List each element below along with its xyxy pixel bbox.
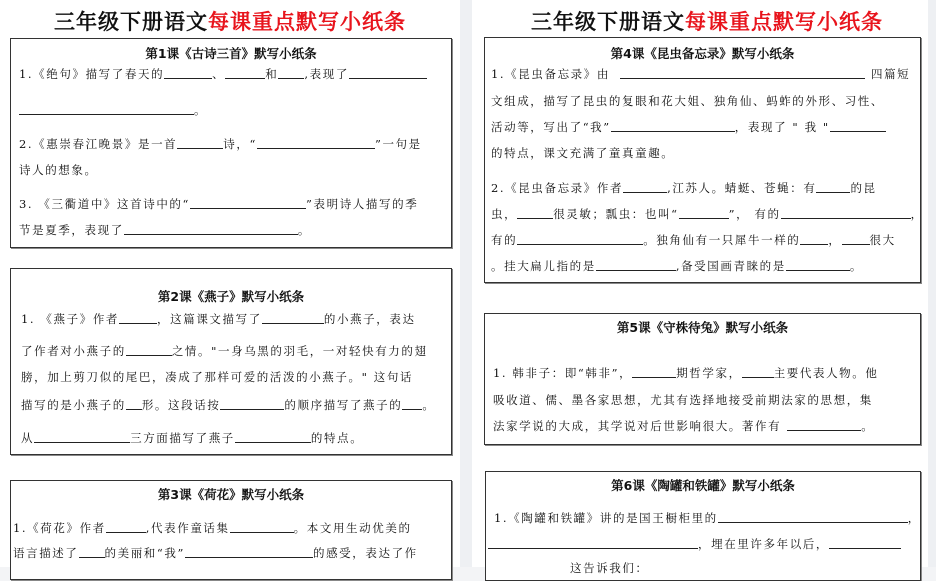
fill-blank[interactable] [349, 66, 427, 79]
text-line [21, 430, 363, 446]
fill-blank[interactable] [124, 222, 298, 235]
text: 2.《昆虫备忘录》作者 [491, 181, 624, 195]
fill-blank[interactable] [164, 66, 212, 79]
text-line [491, 119, 886, 135]
fill-blank[interactable] [842, 232, 870, 245]
text: 法家学说的大成，其学说对后世影响很大。著作有 [493, 419, 782, 433]
lesson-title: 第6课《陶罐和铁罐》默写小纸条 [611, 478, 795, 493]
text: ，埋在里许多年以后， [698, 537, 829, 551]
fill-blank[interactable] [106, 520, 146, 533]
text: ,表现了 [304, 67, 349, 81]
text: 1.《昆虫备忘录》由 [491, 67, 610, 81]
text-line [493, 418, 874, 434]
text-line [491, 93, 884, 109]
text: 文组成，描写了昆虫的复眼和花大姐、独角仙、蚂蚱的外形、习性、 [491, 94, 884, 108]
text: ”一句是 [374, 137, 422, 151]
text: 和 [265, 67, 279, 81]
text-line [19, 102, 207, 118]
lesson-card-2 [10, 268, 452, 455]
lesson-title: 第5课《守株待兔》默写小纸条 [616, 320, 789, 335]
text: 有的 [491, 233, 518, 247]
text: ”， 有的 [728, 207, 781, 221]
text: 。 [861, 419, 875, 433]
fill-blank[interactable] [596, 258, 676, 271]
text: ”表明诗人描写的季 [306, 197, 419, 211]
text: 。本文用生动优美的 [293, 521, 412, 535]
text: 2.《惠崇春江晚景》是一首 [19, 137, 178, 151]
fill-blank[interactable] [800, 232, 828, 245]
text-line [19, 162, 98, 178]
text-line [491, 206, 924, 222]
fill-blank[interactable] [257, 136, 375, 149]
fill-blank[interactable] [620, 66, 865, 79]
text: 的小燕子，表达 [323, 312, 416, 326]
page-right [472, 0, 928, 575]
text: 1. 韩非子：即“韩非”， [493, 366, 633, 380]
text: 虫， [491, 207, 518, 221]
text: 的特点，课文充满了童真童趣。 [491, 146, 675, 160]
text: 1. 《燕子》作者 [21, 312, 120, 326]
text: 四篇短 [870, 67, 911, 81]
lesson-card-3 [10, 480, 452, 580]
document-title [486, 8, 928, 36]
fill-blank[interactable] [488, 536, 698, 549]
text-line [494, 510, 921, 526]
fill-blank[interactable] [742, 365, 774, 378]
fill-blank[interactable] [781, 206, 911, 219]
text-line [13, 545, 418, 561]
text: 这告诉我们： [570, 561, 649, 575]
fill-blank[interactable] [623, 180, 667, 193]
scrollbar-track[interactable] [928, 0, 936, 567]
fill-blank[interactable] [718, 510, 908, 523]
text: 的顺序描写了燕子的 [284, 398, 403, 412]
text: 。 [422, 398, 436, 412]
text: ,江苏人。蜻蜓、苍蝇：有 [667, 181, 817, 195]
text: ,代表作童话集 [145, 521, 230, 535]
text: 很灵敏；瓢虫：也叫“ [553, 207, 679, 221]
text: 膀，加上剪刀似的尾巴，凑成了那样可爱的活泼的小燕子。" 这句话 [21, 370, 414, 384]
text: 、 [212, 67, 226, 81]
text: ,备受国画青睐的是 [675, 259, 786, 273]
title-black-part: 三年级下册语文 [54, 9, 208, 34]
lesson-card-1 [10, 38, 452, 248]
fill-blank[interactable] [34, 430, 130, 443]
lesson-title: 第4课《昆虫备忘录》默写小纸条 [610, 46, 795, 61]
title-red-part: 每课重点默写小纸条 [208, 9, 406, 34]
text: 。 [194, 103, 208, 117]
fill-blank[interactable] [79, 545, 105, 558]
title-red-part: 每课重点默写小纸条 [685, 9, 883, 34]
page-gutter [460, 0, 472, 567]
fill-blank[interactable] [816, 180, 850, 193]
fill-blank[interactable] [830, 119, 886, 132]
text: 语言描述了 [13, 546, 79, 560]
text: 活动等，写出了“我” [491, 120, 611, 134]
lesson-title: 第2课《燕子》默写小纸条 [157, 289, 305, 304]
text-line [19, 222, 311, 238]
fill-blank[interactable] [278, 66, 304, 79]
text-line [570, 560, 649, 576]
title-black-part: 三年级下册语文 [531, 9, 685, 34]
lesson-card-4 [484, 37, 924, 283]
text: ，表现了 " 我 " [734, 120, 830, 134]
fill-blank[interactable] [119, 311, 157, 324]
text: 。 [297, 223, 311, 237]
fill-blank[interactable] [230, 520, 294, 533]
text: ， [910, 207, 924, 221]
lesson-title: 第3课《荷花》默写小纸条 [157, 487, 305, 502]
text-line [488, 536, 901, 552]
fill-blank[interactable] [632, 365, 676, 378]
fill-blank[interactable] [190, 196, 306, 209]
text: 主要代表人物。他 [773, 366, 879, 380]
text: 的美丽和“我” [104, 546, 185, 560]
fill-blank[interactable] [517, 232, 643, 245]
text-line [491, 66, 910, 82]
text: ，这篇课文描写了 [157, 312, 262, 326]
text-line [491, 232, 896, 248]
fill-blank[interactable] [402, 397, 422, 410]
text: 期哲学家， [676, 366, 742, 380]
text: 节是夏季，表现了 [19, 223, 124, 237]
fill-blank[interactable] [185, 545, 313, 558]
fill-blank[interactable] [126, 343, 172, 356]
text: 诗人的想象。 [19, 163, 98, 177]
text: 的感受，表达了作 [312, 546, 418, 560]
lesson-card-6 [485, 471, 921, 581]
text-line [21, 311, 416, 327]
fill-blank[interactable] [829, 536, 901, 549]
text: 吸收道、儒、墨各家思想，尤其有选择地接受前期法家的思想，集 [493, 393, 873, 407]
fill-blank[interactable] [787, 418, 861, 431]
text-line [19, 196, 418, 212]
fill-blank[interactable] [262, 311, 324, 324]
fill-blank[interactable] [19, 102, 194, 115]
page-left [0, 0, 460, 567]
text: 3. 《三衢道中》这首诗中的“ [19, 197, 191, 211]
text: 1.《陶罐和铁罐》讲的是国王橱柜里的 [494, 511, 718, 525]
fill-blank[interactable] [235, 430, 311, 443]
fill-blank[interactable] [177, 136, 223, 149]
text-line [21, 343, 428, 359]
text: 形。这段话按 [141, 398, 221, 412]
document-title [0, 8, 460, 36]
fill-blank[interactable] [126, 397, 142, 410]
text: 很大 [869, 233, 896, 247]
text: 了作者对小燕子的 [21, 344, 126, 358]
text-line [493, 392, 873, 408]
text: 三方面描写了燕子 [130, 431, 235, 445]
text-line [491, 180, 877, 196]
fill-blank[interactable] [611, 119, 735, 132]
text: 的昆 [850, 181, 877, 195]
fill-blank[interactable] [517, 206, 553, 219]
fill-blank[interactable] [220, 397, 284, 410]
text: ， [828, 233, 842, 247]
fill-blank[interactable] [679, 206, 729, 219]
text: 1.《绝句》描写了春天的 [19, 67, 165, 81]
text: 的特点。 [310, 431, 364, 445]
text: 。独角仙有一只犀牛一样的 [643, 233, 801, 247]
text-line [19, 136, 422, 152]
text: 1.《荷花》作者 [13, 521, 106, 535]
text: 诗，“ [223, 137, 257, 151]
text: 从 [21, 431, 35, 445]
text-line [491, 145, 674, 161]
text: 。挂大扁儿指的是 [491, 259, 596, 273]
text-line [491, 258, 863, 274]
text-line [21, 397, 435, 413]
text-line [21, 369, 413, 385]
text-line [493, 365, 879, 381]
fill-blank[interactable] [225, 66, 265, 79]
text: 。 [849, 259, 863, 273]
text: 描写的是小燕子的 [21, 398, 126, 412]
lesson-title: 第1课《古诗三首》默写小纸条 [145, 46, 317, 61]
text-line [13, 520, 412, 536]
text-line [19, 66, 427, 82]
text: ， [907, 511, 921, 525]
lesson-card-5 [484, 313, 921, 445]
text: 之情。"一身乌黑的羽毛，一对轻快有力的翅 [171, 344, 428, 358]
fill-blank[interactable] [786, 258, 850, 271]
